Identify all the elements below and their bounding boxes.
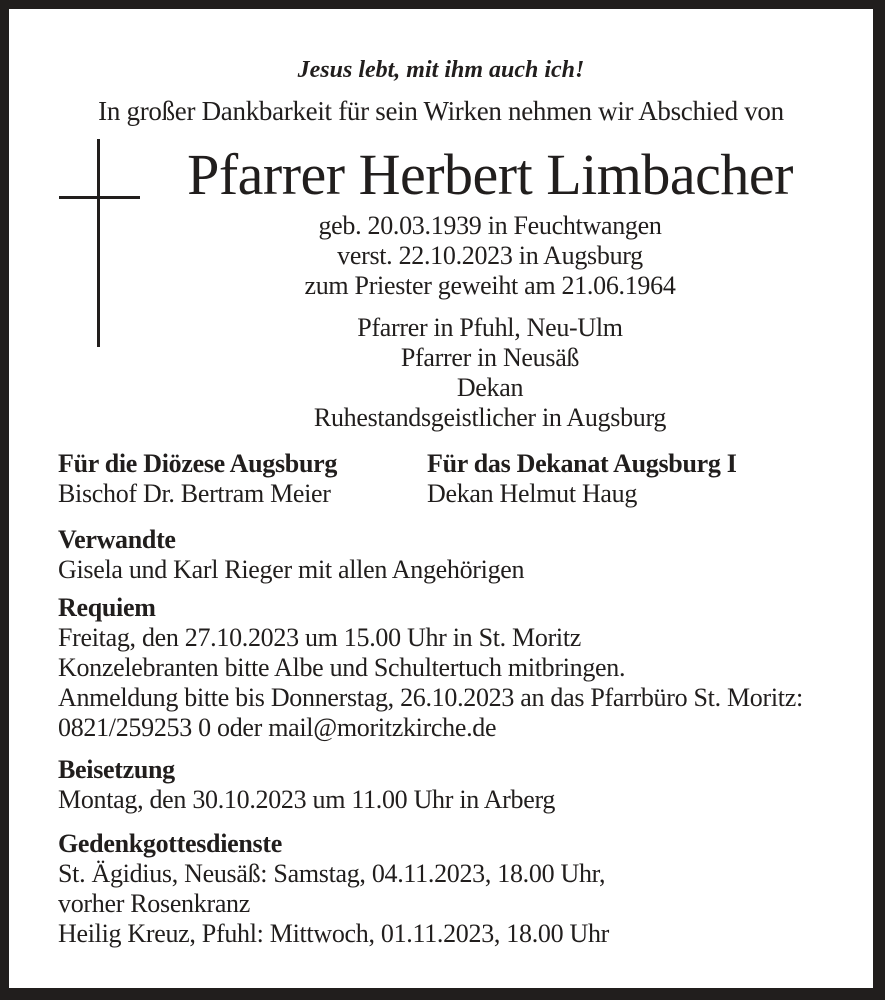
death-date-line: verst. 22.10.2023 in Augsburg (337, 241, 643, 270)
section-memorial-line: vorher Rosenkranz (58, 889, 250, 918)
mourner-diocese-title: Für die Diözese Augsburg (58, 449, 338, 478)
section-requiem-title: Requiem (58, 593, 156, 622)
section-relatives-title: Verwandte (58, 525, 176, 554)
mourner-dekanat-name: Dekan Helmut Haug (427, 479, 638, 508)
intro-text: In großer Dankbarkeit für sein Wirken nehmen wir Abschied von (98, 96, 784, 126)
section-requiem (58, 593, 867, 743)
section-memorial-title: Gedenkgottesdienste (58, 829, 282, 858)
deceased-name: Pfarrer Herbert Limbacher (187, 142, 793, 207)
section-memorial-line: St. Ägidius, Neusäß: Samstag, 04.11.2023, 18.00 Uhr, (58, 859, 606, 888)
latin-cross-vertical-bar (97, 139, 100, 347)
clerical-positions (107, 313, 873, 433)
position-line: Dekan (456, 373, 524, 402)
position-line: Ruhestandsgeistlicher in Augsburg (313, 403, 667, 432)
section-memorial-line: Heilig Kreuz, Pfuhl: Mittwoch, 01.11.2023, 18.00 Uhr (58, 919, 610, 948)
section-relatives (58, 525, 867, 585)
section-requiem-line: Konzelebranten bitte Albe und Schultertuch mitbringen. (58, 653, 626, 682)
life-dates (107, 211, 873, 301)
mourners-columns (58, 449, 867, 509)
deceased-block (107, 143, 873, 433)
latin-cross-horizontal-bar (59, 196, 140, 199)
section-relatives-line: Gisela und Karl Rieger mit allen Angehörigen (58, 555, 525, 584)
birth-date-line: geb. 20.03.1939 in Feuchtwangen (318, 211, 662, 240)
mourner-diocese-name: Bischof Dr. Bertram Meier (58, 479, 331, 508)
section-requiem-line: Freitag, den 27.10.2023 um 15.00 Uhr in St. Moritz (58, 623, 582, 652)
mourner-dekanat-column (427, 449, 737, 509)
section-memorial-services (58, 829, 867, 949)
motto-text: Jesus lebt, mit ihm auch ich! (297, 57, 585, 83)
position-line: Pfarrer in Pfuhl, Neu-Ulm (357, 313, 623, 342)
position-line: Pfarrer in Neusäß (400, 343, 580, 372)
section-burial (58, 755, 867, 815)
mourner-dekanat-title: Für das Dekanat Augsburg I (427, 449, 737, 478)
section-requiem-line: 0821/259253 0 oder mail@moritzkirche.de (58, 713, 497, 742)
ordination-date-line: zum Priester geweiht am 21.06.1964 (304, 271, 676, 300)
section-burial-line: Montag, den 30.10.2023 um 11.00 Uhr in Arberg (58, 785, 556, 814)
mourners-and-sections (58, 449, 867, 949)
section-burial-title: Beisetzung (58, 755, 175, 784)
section-requiem-line: Anmeldung bitte bis Donnerstag, 26.10.2023 an das Pfarrbüro St. Moritz: (58, 683, 803, 712)
mourner-diocese-column (58, 449, 427, 509)
